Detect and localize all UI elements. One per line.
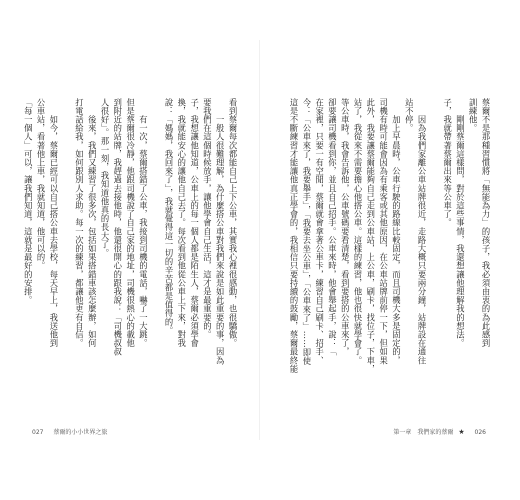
left-page-footer xyxy=(32,427,107,436)
left-page-body-text: 看到蔡爾每次都能自己上下公車，其實我心裡很感動，也很驕傲。 一般人很難理解，為什麼搭公車對我們來說是如此重要的事，因為 要我們在這個時候放手，讓他學會自己生活，這才是最重要的。 子，我想讓他知道，公車上的每一個人都是陌生人，蔡爾必須學會 換，我就能安心的讓他自己去了。每次看到他從公車上下來，對我 說：「媽媽，我回來了」，我就覺得這一切的辛苦都是值得的。 有一次，蔡爾搭錯了公車，我接到司機的電話，嚇了一大跳。 但是蔡爾很冷靜，他跟司機說了自己家的地址，司機很熱心的載他 到附近的站牌，我趕過去接他時，他還很開心的跟我說：「司機叔叔 人很好」。那一刻，我知道他真的長大了。 後來，我們又練習了很多次，包括如果搭錯車該怎麼辦，如何 打電話給我，如何跟別人求助。每一次的練習，都讓他更有自信。 如今，蔡爾已經可以自己搭公車去學校，每天早上，我送他到 公車站，看著他上車，我就知道，他可以的。 「每一個人」可以，讓我們知道，這就是最好的安排。 xyxy=(23,98,238,365)
left-page-running-title: 蔡爾的小小世界之旅 xyxy=(53,429,108,436)
left-page-number: 027 xyxy=(32,429,44,436)
right-page-footer xyxy=(393,427,486,436)
right-page-body-text: 蔡爾不是那種習慣將「無能為力」的孩子，我必須由衷的為此感到 訓練他。 剛剛蔡爾這樣問，對於這些事情，我還想讓他理解我的想法。 子，我就帶著蔡爾出來等公車了。 因為我們家離公車站牌很近，走路大概只要兩分鐘，站牌設在通往 站不停。 加上早晨時，公車行駛的路線比較固定，而且司機大多是固定的， 司機有時可能會因為有乘客或其他原因，在公車站牌前停一下，但如果 此外，我要讓蔡爾能夠自己走到公車站，上公車，刷卡，找位子，下車， 站了，我從來不需要擔心他搭公車。這樣的練習，他也很快就學會了。 等公車時，我會告訴他，公車號碼要看清楚，看到要搭的公車來了， 卻要讓司機看到你，並且自己招手。公車來時，他會舉起手，說：「 在家裡，只要一有空閒，蔡爾就會拿著公車卡，練習自己刷卡、招手、 今：「公車來了，我要舉手」，「我要去坐公車」，「公車來了」……即使 這是不斷練習才能讓他真正學會的，我相信只要持續的鼓勵，蔡爾最終能 xyxy=(289,98,491,374)
star-icon: ★ xyxy=(458,428,465,436)
right-page xyxy=(260,0,520,500)
right-page-number: 026 xyxy=(474,429,486,436)
right-page-running-title: 第一章 我們家的蔡爾 xyxy=(393,429,454,436)
